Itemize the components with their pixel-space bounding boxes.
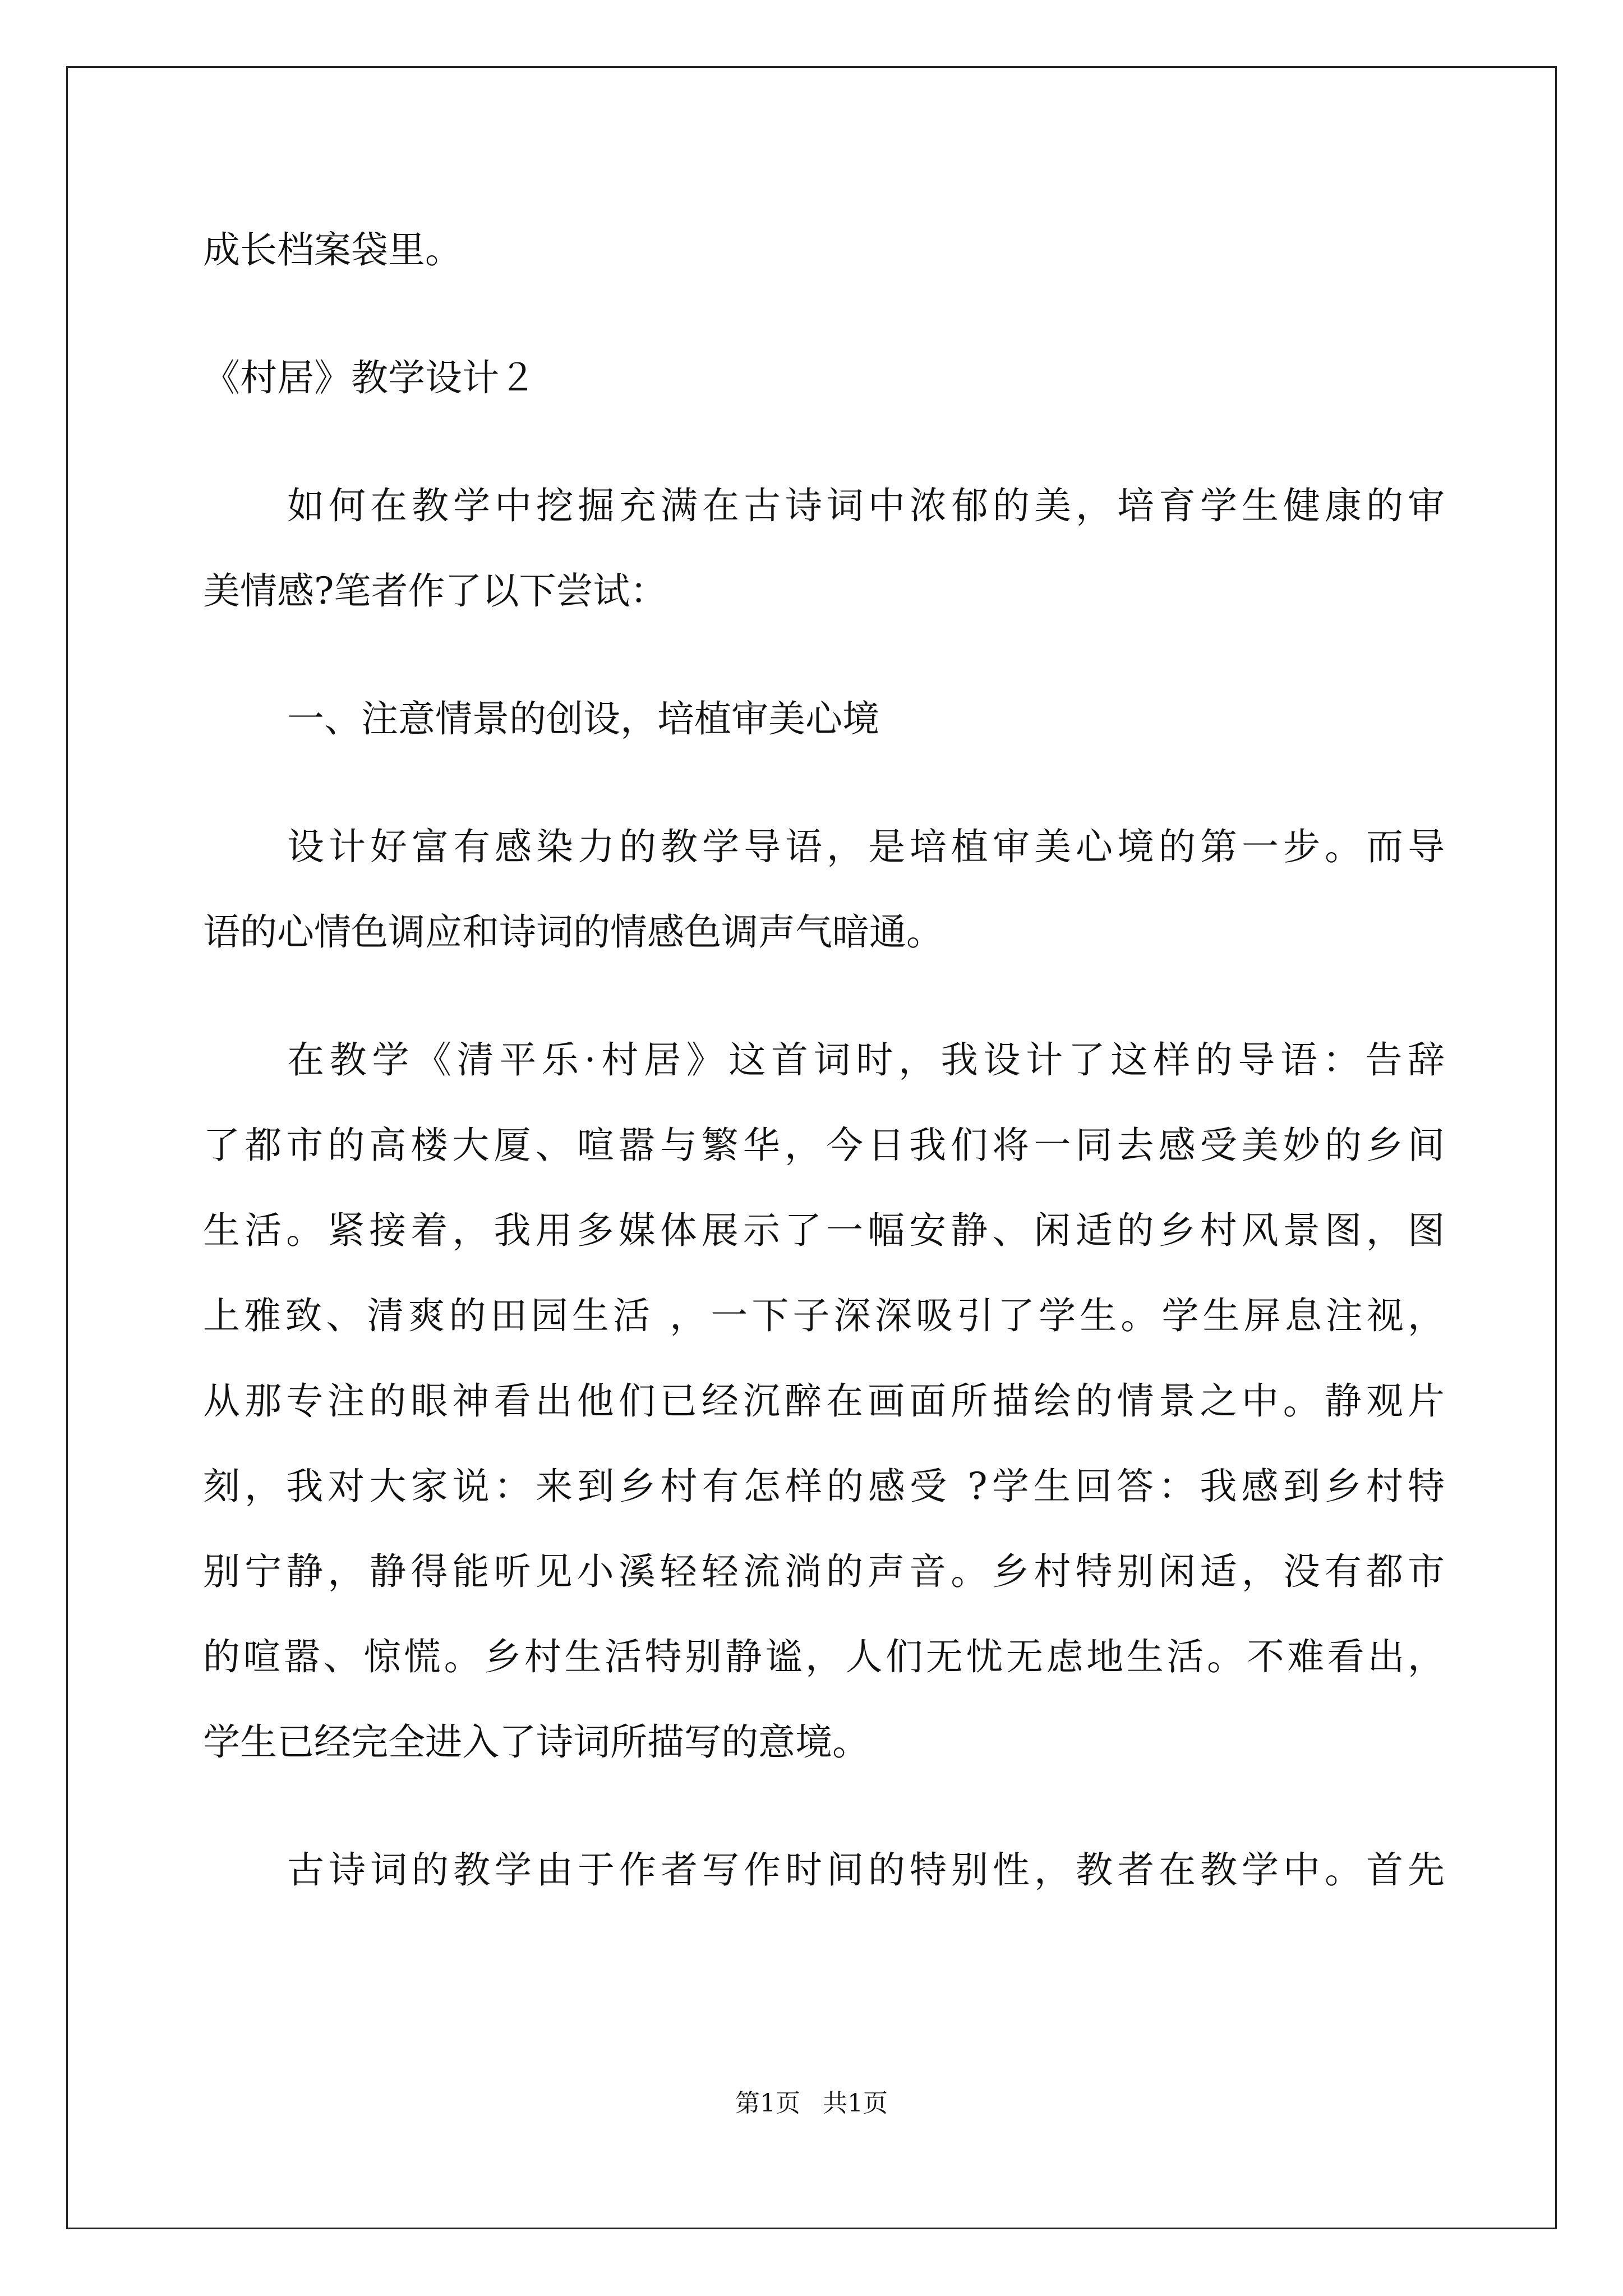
text-line: 如何在教学中挖掘充满在古诗词中浓郁的美，培育学生健康的审 bbox=[287, 484, 1445, 527]
page-total: 共1页 bbox=[823, 2089, 888, 2118]
paragraph-gap bbox=[203, 975, 1445, 1018]
paragraph-gap bbox=[203, 293, 1445, 335]
text-line: 设计好富有感染力的教学导语，是培植审美心境的第一步。而导 bbox=[287, 825, 1445, 868]
text-line: 语的心情色调应和诗词的情感色调声气暗通。 bbox=[203, 910, 943, 954]
text-line: 在教学《清平乐·村居》这首词时，我设计了这样的导语：告辞 bbox=[287, 1038, 1445, 1082]
text-line: 美情感?笔者作了以下尝试： bbox=[203, 569, 667, 613]
text-line: 生活。紧接着，我用多媒体展示了一幅安静、闲适的乡村风景图，图 bbox=[203, 1209, 1445, 1252]
text-line: 别宁静，静得能听见小溪轻轻流淌的声音。乡村特别闲适，没有都市 bbox=[203, 1550, 1445, 1593]
text-line: 成长档案袋里。 bbox=[203, 228, 462, 272]
page-number: 第1页 bbox=[735, 2089, 800, 2118]
page-footer bbox=[0, 2087, 1623, 2120]
paragraph-gap bbox=[203, 421, 1445, 463]
text-line: 《村居》教学设计２ bbox=[203, 356, 536, 399]
text-line: 上雅致、清爽的田园生活 ，一下子深深吸引了学生。学生屏息注视， bbox=[203, 1294, 1445, 1337]
paragraph-gap bbox=[203, 634, 1445, 677]
paragraph-gap bbox=[203, 1785, 1445, 1828]
text-line: 古诗词的教学由于作者写作时间的特别性，教者在教学中。首先 bbox=[287, 1848, 1445, 1892]
text-line: 刻，我对大家说：来到乡村有怎样的感受 ?学生回答：我感到乡村特 bbox=[203, 1465, 1445, 1508]
text-line: 的喧嚣、惊慌。乡村生活特别静谧，人们无忧无虑地生活。不难看出， bbox=[203, 1635, 1445, 1678]
paragraph-gap bbox=[203, 762, 1445, 804]
document-body bbox=[203, 208, 1445, 1913]
text-line: 学生已经完全进入了诗词所描写的意境。 bbox=[203, 1720, 869, 1764]
text-line: 了都市的高楼大厦、喧嚣与繁华，今日我们将一同去感受美妙的乡间 bbox=[203, 1124, 1445, 1167]
text-line: 从那专注的眼神看出他们已经沉醉在画面所描绘的情景之中。静观片 bbox=[203, 1379, 1445, 1423]
text-line: 一、注意情景的创设，培植审美心境 bbox=[287, 697, 879, 740]
